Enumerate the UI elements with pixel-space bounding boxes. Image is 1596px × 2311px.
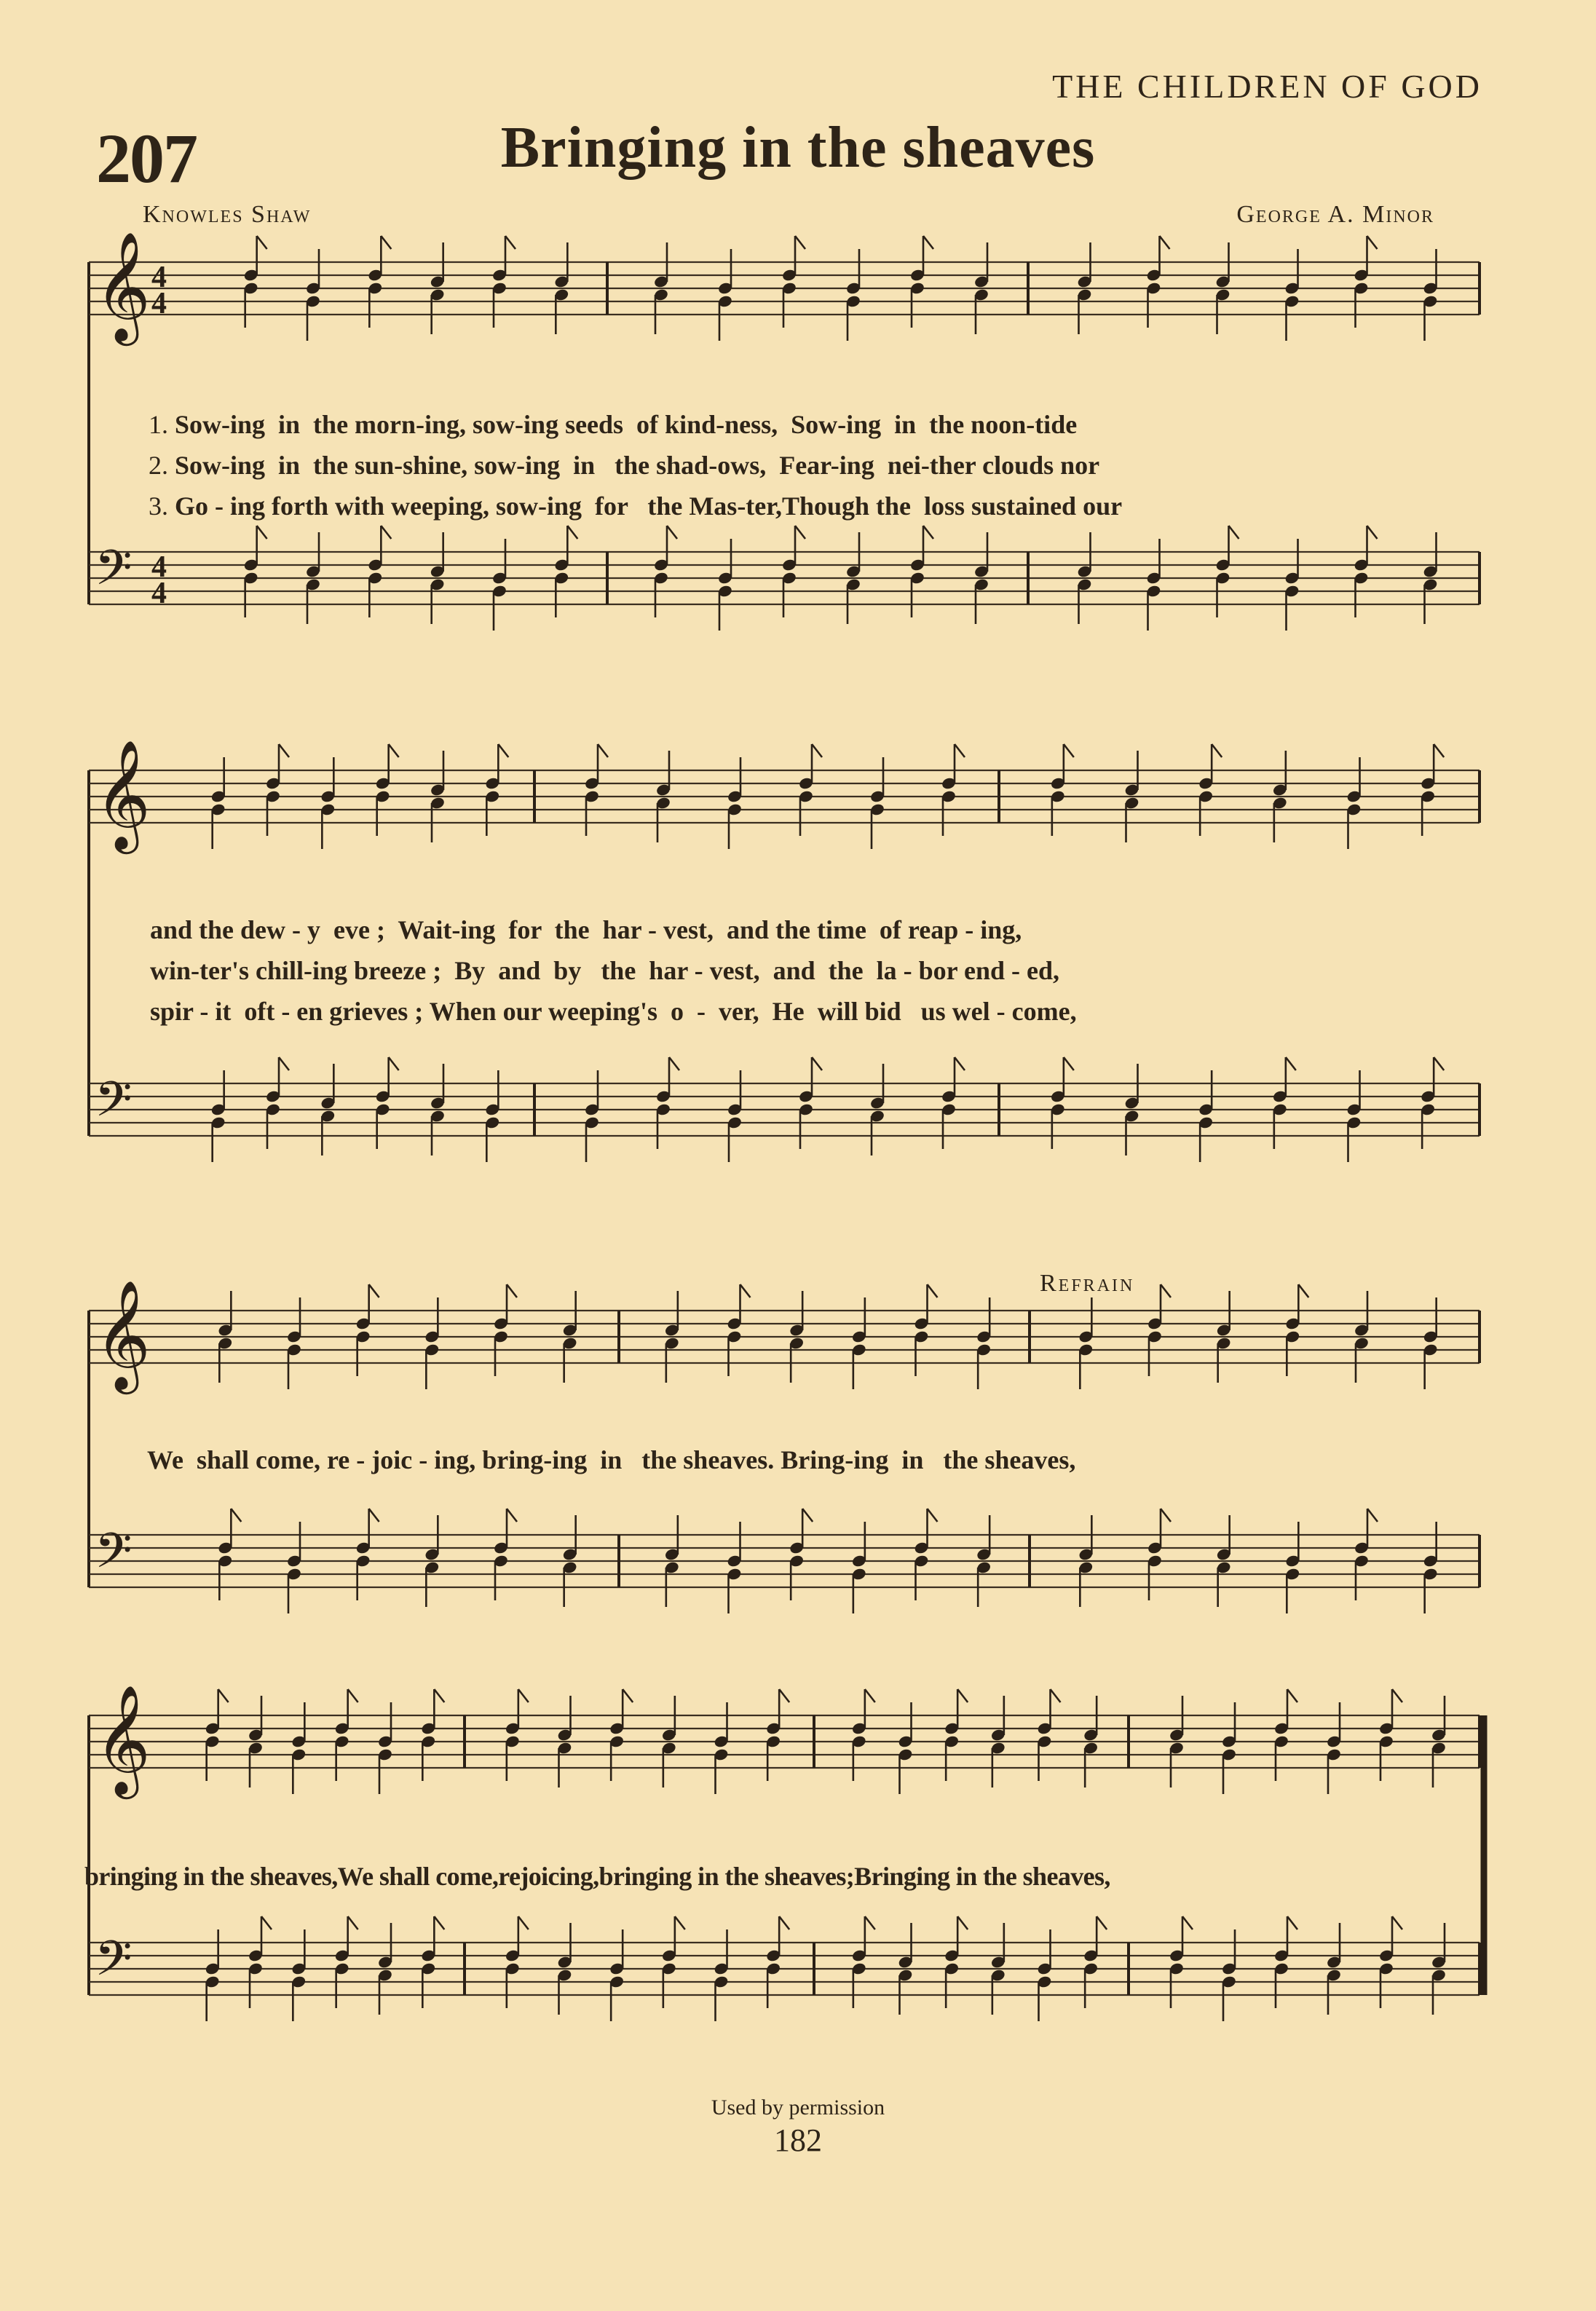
lyric-line: bringing in the sheaves,We shall come,rejoicing,bringing in the sheaves;Bringing in the sheaves, bbox=[84, 1862, 1110, 1891]
treble-clef-icon: 𝄞 bbox=[95, 230, 151, 341]
section-header: THE CHILDREN OF GOD bbox=[1052, 68, 1482, 105]
permission-note: Used by permission bbox=[711, 2095, 885, 2120]
bass-clef-icon: 𝄢 bbox=[95, 1930, 133, 1999]
bass-clef-icon: 𝄢 bbox=[95, 540, 133, 608]
page-number: 182 bbox=[774, 2122, 822, 2158]
treble-clef-icon: 𝄞 bbox=[95, 738, 151, 850]
lyric-line: 2. Sow-ing in the sun-shine, sow-ing in the shad-ows, Fear-ing nei-ther clouds nor bbox=[149, 451, 1100, 480]
svg-text:4: 4 bbox=[151, 261, 167, 295]
composer-credit: George A. Minor bbox=[1236, 201, 1434, 228]
treble-clef-icon: 𝄞 bbox=[95, 1279, 151, 1390]
svg-text:4: 4 bbox=[151, 577, 167, 611]
lyric-line: 3. Go - ing forth with weeping, sow-ing for the Mas-ter,Though the loss sustained our bbox=[149, 491, 1123, 521]
bass-clef-icon: 𝄢 bbox=[95, 1071, 133, 1139]
treble-clef-icon: 𝄞 bbox=[95, 1683, 151, 1795]
lyric-line: win-ter's chill-ing breeze ; By and by the har - vest, and the la - bor end - ed, bbox=[150, 956, 1059, 985]
lyric-line: We shall come, re - joic - ing, bring-ing in the sheaves. Bring-ing in the sheaves, bbox=[147, 1445, 1076, 1474]
lyric-line: and the dew - y eve ; Wait-ing for the har - vest, and the time of reap - ing, bbox=[150, 915, 1022, 944]
svg-text:4: 4 bbox=[151, 550, 167, 585]
hymn-number: 207 bbox=[96, 119, 197, 197]
refrain-label: Refrain bbox=[1040, 1270, 1135, 1297]
lyric-line: spir - it oft - en grieves ; When our weeping's o - ver, He will bid us wel - come, bbox=[150, 997, 1077, 1026]
hymn-title: Bringing in the sheaves bbox=[500, 116, 1096, 180]
svg-text:4: 4 bbox=[151, 287, 167, 321]
author-credit: Knowles Shaw bbox=[143, 201, 312, 228]
lyric-line: 1. Sow-ing in the morn-ing, sow-ing seeds of kind-ness, Sow-ing in the noon-tide bbox=[149, 410, 1078, 439]
bass-clef-icon: 𝄢 bbox=[95, 1522, 133, 1591]
